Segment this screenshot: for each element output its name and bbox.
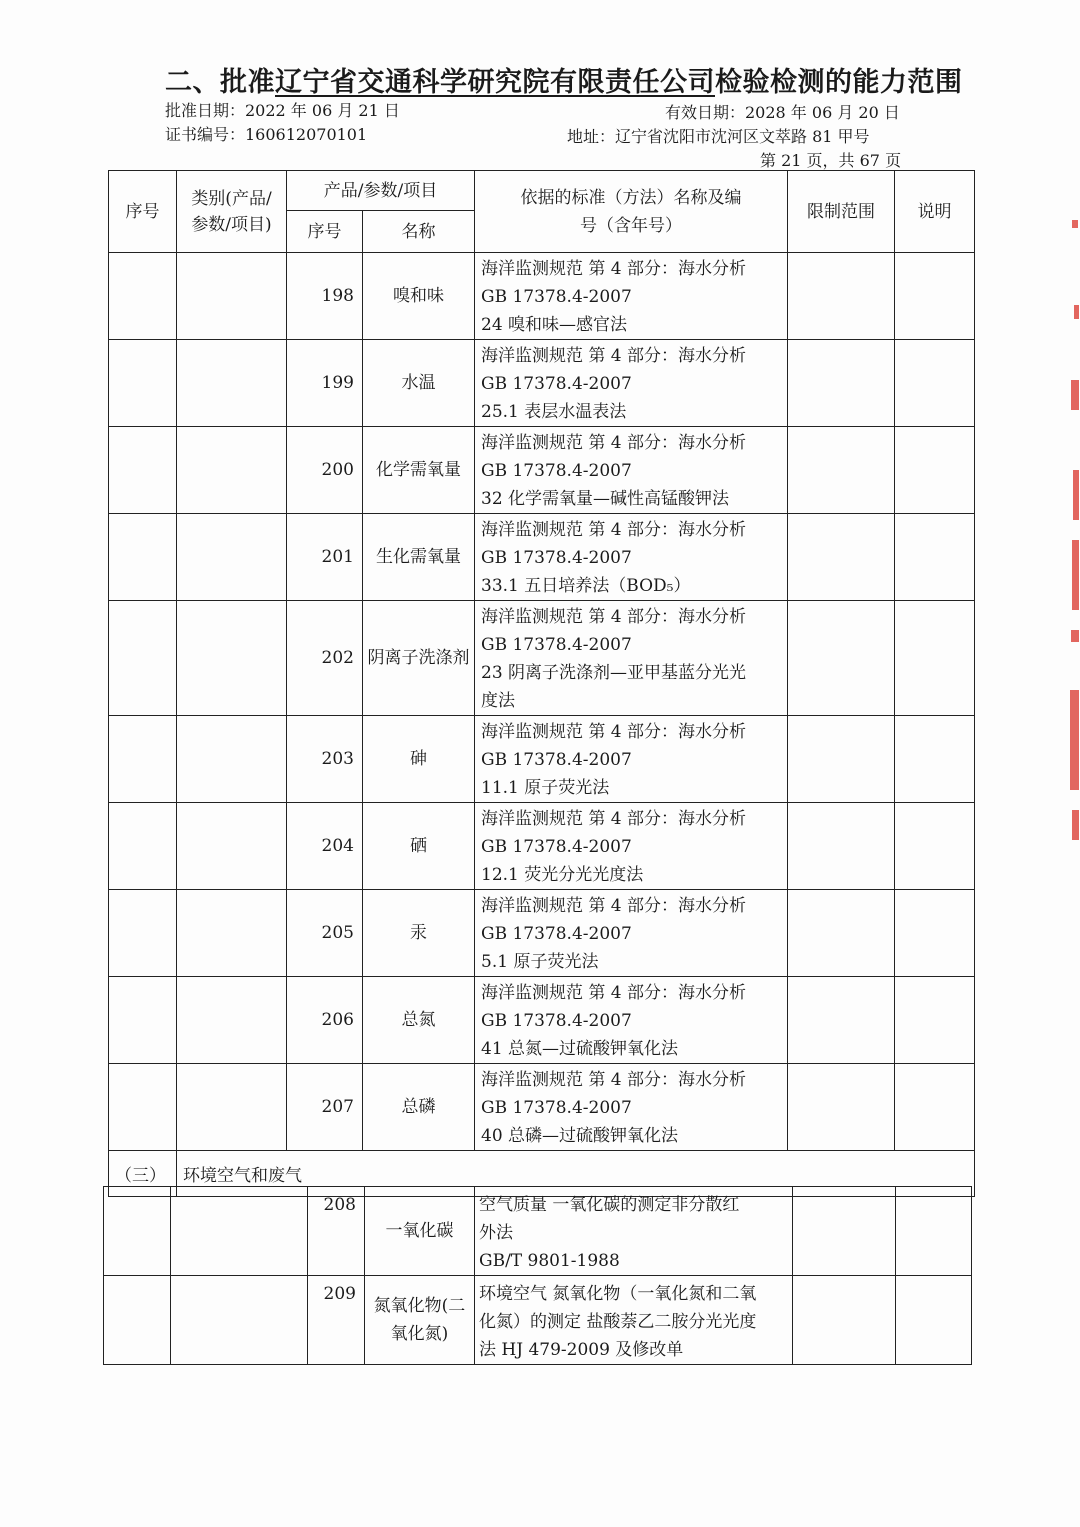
address: 地址：辽宁省沈阳市沈河区文萃路 81 甲号 [567,127,870,146]
item-number: 209 [308,1276,365,1365]
table-row [109,890,975,977]
cell-category [177,514,287,601]
header-limit: 限制范围 [788,171,895,253]
cell-note [896,1276,972,1365]
standard-line: 海洋监测规范 第 4 部分：海水分析 [481,896,747,916]
standard-line: 法 HJ 479-2009 及修改单 [479,1340,684,1360]
standard-line: 25.1 表层水温表法 [481,402,627,422]
header-seq: 序号 [109,171,177,253]
item-number: 200 [287,427,363,514]
cell-seq [109,601,177,716]
cell-limit [788,803,895,890]
cell-note [895,427,975,514]
cell-note [895,890,975,977]
cell-seq [109,514,177,601]
title-prefix: 二、批准 [165,67,275,98]
table-row [109,340,975,427]
standard-line: 5.1 原子荧光法 [481,952,599,972]
standard-line: GB 17378.4-2007 [481,750,632,770]
header-item-name: 名称 [363,211,475,253]
cell-note [895,601,975,716]
standard-line: GB 17378.4-2007 [481,1098,632,1118]
table-row [104,1276,972,1365]
standard-line: 海洋监测规范 第 4 部分：海水分析 [481,722,747,742]
standard-line: GB 17378.4-2007 [481,924,632,944]
cell-category [177,1064,287,1151]
cell-limit [788,890,895,977]
page-number: 第 21 页，共 67 页 [760,151,902,170]
item-number: 198 [287,253,363,340]
cell-category [177,601,287,716]
standard-line: GB/T 9801-1988 [479,1251,620,1271]
item-number: 201 [287,514,363,601]
cell-seq [109,803,177,890]
item-number: 207 [287,1064,363,1151]
cell-seq [104,1276,171,1365]
capability-table [108,170,975,1197]
standard-line: 海洋监测规范 第 4 部分：海水分析 [481,433,747,453]
item-number: 208 [308,1187,365,1276]
cell-limit [788,1064,895,1151]
item-number: 199 [287,340,363,427]
item-number: 203 [287,716,363,803]
cell-limit [788,253,895,340]
standard-line: 41 总氮—过硫酸钾氧化法 [481,1039,679,1059]
cell-limit [793,1187,896,1276]
table-row [109,803,975,890]
item-number: 205 [287,890,363,977]
header-item-group: 产品/参数/项目 [287,171,475,211]
standard-line: 海洋监测规范 第 4 部分：海水分析 [481,346,747,366]
header-category: 类别(产品/参数/项目) [177,171,287,253]
table-row [109,716,975,803]
cert-number: 证书编号：160612070101 [165,125,368,144]
table-row [109,601,975,716]
standard-cell [475,977,788,1064]
air-section-table [103,1186,972,1365]
table-row [109,977,975,1064]
item-name: 总磷 [363,1064,475,1151]
standard-cell [475,1276,793,1365]
cell-category [177,340,287,427]
cell-category [177,890,287,977]
item-name: 一氧化碳 [365,1187,475,1276]
standard-line: GB 17378.4-2007 [481,287,632,307]
standard-line: 23 阴离子洗涤剂—亚甲基蓝分光光 [481,663,747,683]
approve-date: 批准日期：2022 年 06 月 21 日 [165,101,400,120]
item-name: 嗅和味 [363,253,475,340]
standard-line: 海洋监测规范 第 4 部分：海水分析 [481,809,747,829]
standard-line: 40 总磷—过硫酸钾氧化法 [481,1126,679,1146]
cell-limit [788,514,895,601]
standard-line: 24 嗅和味—感官法 [481,315,628,335]
cell-note [896,1187,972,1276]
standard-line: 外法 [479,1223,513,1243]
seal-fragment [1068,210,1080,850]
cell-limit [788,716,895,803]
cell-category [177,716,287,803]
cell-note [895,340,975,427]
standard-cell [475,427,788,514]
header-note: 说明 [895,171,975,253]
cell-limit [793,1276,896,1365]
header-standard: 依据的标准（方法）名称及编号（含年号） [475,171,788,253]
standard-line: 海洋监测规范 第 4 部分：海水分析 [481,259,747,279]
cell-note [895,253,975,340]
cell-note [895,803,975,890]
cell-category [177,977,287,1064]
cell-note [895,977,975,1064]
standard-cell [475,1187,793,1276]
table-row [109,1064,975,1151]
section-label: 环境空气和废气 [177,1151,975,1197]
cell-seq [109,1064,177,1151]
item-number: 202 [287,601,363,716]
cell-note [895,514,975,601]
item-name: 水温 [363,340,475,427]
standard-line: 33.1 五日培养法（BOD₅） [481,576,691,596]
item-name: 汞 [363,890,475,977]
item-name: 化学需氧量 [363,427,475,514]
cell-category [177,803,287,890]
cell-category [177,427,287,514]
table-row [109,253,975,340]
standard-cell [475,716,788,803]
cell-seq [109,716,177,803]
standard-line: 11.1 原子荧光法 [481,778,610,798]
cell-seq [109,427,177,514]
table-row [104,1187,972,1276]
title-suffix: 检验检测的能力范围 [715,67,963,98]
standard-line: GB 17378.4-2007 [481,635,632,655]
item-name: 生化需氧量 [363,514,475,601]
item-name: 硒 [363,803,475,890]
standard-line: 海洋监测规范 第 4 部分：海水分析 [481,520,747,540]
standard-line: GB 17378.4-2007 [481,548,632,568]
cell-seq [109,253,177,340]
standard-line: 海洋监测规范 第 4 部分：海水分析 [481,983,747,1003]
item-number: 206 [287,977,363,1064]
standard-cell [475,890,788,977]
standard-line: 化氮）的测定 盐酸萘乙二胺分光光度 [479,1312,757,1332]
cell-seq [104,1187,171,1276]
standard-line: 空气质量 一氧化碳的测定非分散红 [479,1195,740,1215]
item-number: 204 [287,803,363,890]
cell-seq [109,977,177,1064]
page-title [165,60,963,99]
cell-limit [788,340,895,427]
item-name: 总氮 [363,977,475,1064]
standard-cell [475,601,788,716]
standard-line: 海洋监测规范 第 4 部分：海水分析 [481,1070,747,1090]
standard-cell [475,1064,788,1151]
standard-cell [475,803,788,890]
cell-note [895,1064,975,1151]
title-org: 辽宁省交通科学研究院有限责任公司 [275,67,715,98]
standard-line: 环境空气 氮氧化物（一氧化氮和二氧 [479,1284,757,1304]
item-name: 砷 [363,716,475,803]
standard-cell [475,340,788,427]
cell-limit [788,601,895,716]
header-item-seq: 序号 [287,211,363,253]
cell-category [171,1276,308,1365]
table-row [109,427,975,514]
cell-seq [109,890,177,977]
cell-seq [109,340,177,427]
standard-line: GB 17378.4-2007 [481,1011,632,1031]
standard-line: 32 化学需氧量—碱性高锰酸钾法 [481,489,730,509]
item-name: 阴离子洗涤剂 [363,601,475,716]
cell-note [895,716,975,803]
cell-category [171,1187,308,1276]
cell-limit [788,427,895,514]
standard-cell [475,253,788,340]
valid-date: 有效日期：2028 年 06 月 20 日 [665,103,900,122]
cell-limit [788,977,895,1064]
section-number: （三） [109,1151,177,1197]
table-row [109,514,975,601]
standard-line: 12.1 荧光分光光度法 [481,865,644,885]
standard-line: GB 17378.4-2007 [481,461,632,481]
standard-cell [475,514,788,601]
standard-line: 度法 [481,691,515,711]
standard-line: GB 17378.4-2007 [481,374,632,394]
standard-line: 海洋监测规范 第 4 部分：海水分析 [481,607,747,627]
standard-line: GB 17378.4-2007 [481,837,632,857]
item-name: 氮氧化物(二氧化氮) [365,1276,475,1365]
cell-category [177,253,287,340]
